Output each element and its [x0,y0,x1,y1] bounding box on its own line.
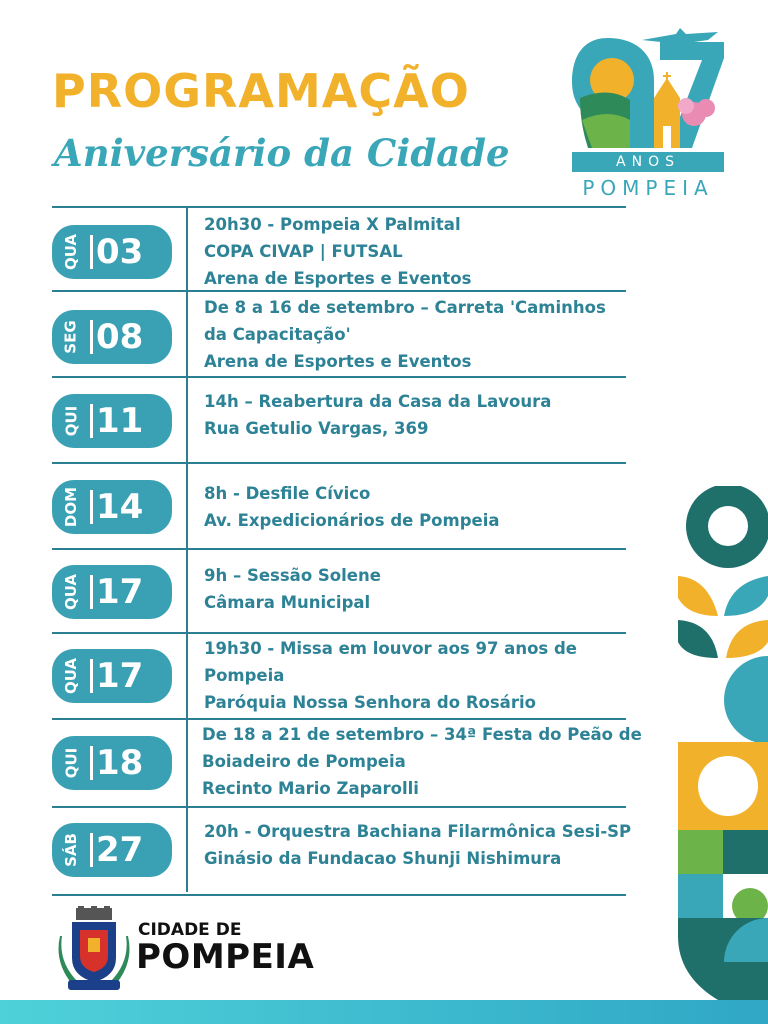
event-row [52,632,626,720]
day-number: 14 [96,487,144,527]
event-line: 8h - Desfile Cívico [204,484,371,503]
page-title: PROGRAMAÇÃO [52,64,470,118]
weekday-label: QUA [62,233,80,271]
event-line: Av. Expedicionários de Pompeia [204,511,500,530]
schedule-divider [186,206,188,892]
day-number: 18 [96,743,144,783]
date-badge [52,565,172,619]
page-subtitle: Aniversário da Cidade [54,131,510,175]
weekday-label: QUA [62,657,80,695]
weekday-label: QUI [61,405,80,437]
weekday-label: QUI [61,747,80,779]
event-details [204,294,626,375]
event-line: Câmara Municipal [204,593,371,612]
date-badge [52,649,172,703]
date-badge [52,823,172,877]
day-number: 17 [96,572,144,612]
anniversary-logo [568,28,728,200]
date-badge [52,394,172,448]
event-line: COPA CIVAP | FUTSAL [204,242,403,261]
footer-city-name: POMPEIA [136,937,315,977]
event-line: Recinto Mario Zaparolli [202,779,419,798]
weekday-label: QUA [62,573,80,611]
event-line: De 8 a 16 de setembro – Carreta 'Caminhos [204,298,606,317]
event-line: 20h30 - Pompeia X Palmital [204,215,461,234]
event-details [204,211,626,292]
event-row [52,376,626,464]
decorative-shapes [678,486,768,1000]
event-details [202,721,642,802]
event-row [52,462,626,550]
date-badge [52,310,172,364]
event-row [52,548,626,634]
event-row [52,290,626,378]
event-row [52,718,642,808]
event-details [204,388,626,442]
event-line: 14h – Reabertura da Casa da Lavoura [204,392,552,411]
event-line: da Capacitação' [204,325,351,344]
event-line: 20h - Orquestra Bachiana Filarmônica Sesi-SP [204,822,632,841]
event-line: Arena de Esportes e Eventos [204,269,472,288]
event-line: Boiadeiro de Pompeia [202,752,406,771]
day-number: 11 [96,401,144,441]
event-line: Arena de Esportes e Eventos [204,352,472,371]
event-row [52,206,626,292]
event-line: 19h30 - Missa em louvor aos 97 anos de [204,639,577,658]
event-details [204,562,626,616]
event-line: Rua Getulio Vargas, 369 [204,419,429,438]
event-details [204,480,626,534]
day-number: 27 [96,830,144,870]
weekday-label: DOM [62,486,81,528]
logo-anos-label: ANOS [572,152,724,172]
event-line: Pompeia [204,666,285,685]
weekday-label: SÁB [61,833,80,867]
event-line: Paróquia Nossa Senhora do Rosário [204,693,536,712]
day-number: 03 [96,232,144,272]
footer-city-prefix: CIDADE DE [138,920,242,940]
event-details [204,635,626,716]
day-number: 17 [96,656,144,696]
logo-city-label: POMPEIA [582,176,714,200]
event-details [204,818,632,872]
date-badge [52,225,172,279]
city-crest-icon [58,906,130,992]
day-number: 08 [96,317,144,357]
weekday-label: SEG [62,320,80,354]
date-badge [52,736,172,790]
event-row [52,806,632,896]
event-line: Ginásio da Fundacao Shunji Nishimura [204,849,562,868]
event-line: 9h – Sessão Solene [204,566,381,585]
bottom-bar [0,1000,768,1024]
event-line: De 18 a 21 de setembro – 34ª Festa do Peão de [202,725,642,744]
date-badge [52,480,172,534]
